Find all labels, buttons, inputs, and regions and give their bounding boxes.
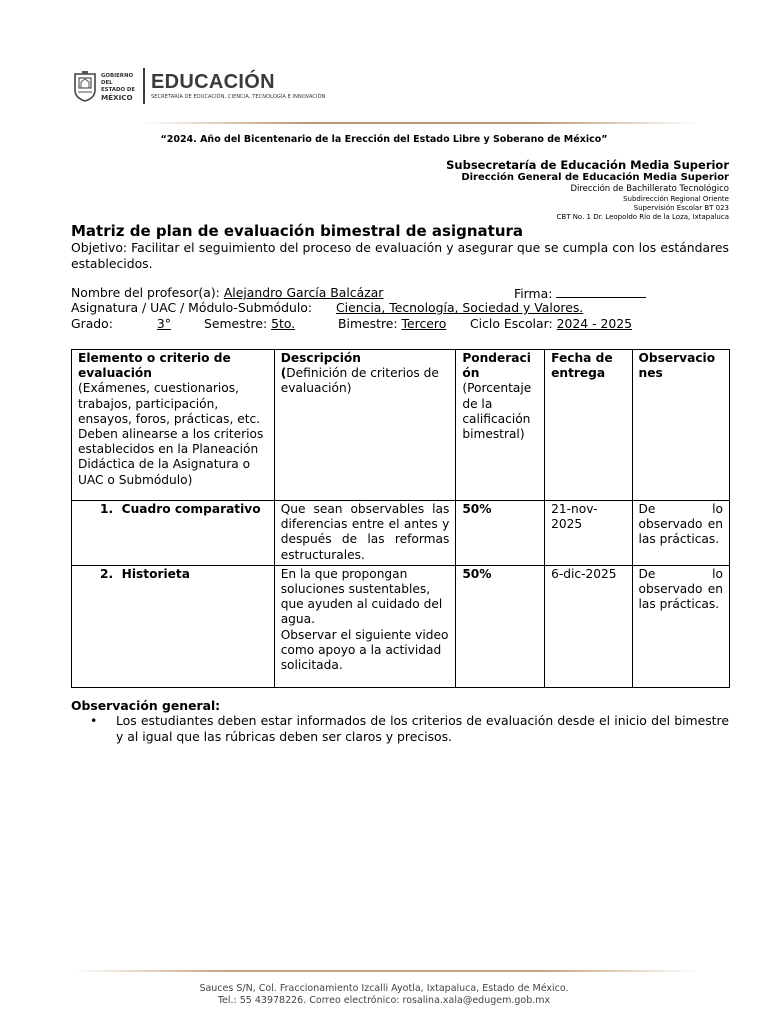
header-element-desc: (Exámenes, cuestionarios, trabajos, participación, ensayos, foros, prácticas, etc. Deben alinearse a los criterios establecidos en la Planeación Didáctica de la Asignatura o UAC o Submódulo) <box>78 381 264 487</box>
bullet-icon: • <box>90 713 98 728</box>
row-2-observation: De lo observado en las prácticas. <box>632 565 729 687</box>
subject-value: Ciencia, Tecnología, Sociedad y Valores. <box>335 300 584 315</box>
row-2-description-1: En la que propongan soluciones sustentables, que ayuden al cuidado del agua. <box>280 566 443 627</box>
header-observations-title: Observaciones <box>638 351 716 381</box>
gov-line-1: GOBIERNO DEL <box>101 73 134 86</box>
row-1-observation: De lo observado en las prácticas. <box>632 501 729 566</box>
evaluation-matrix-table <box>71 349 730 688</box>
row-2-number: 2. <box>100 566 114 581</box>
row-1-description: Que sean observables las diferencias entre el antes y después de las reformas estructurales. <box>274 501 456 566</box>
row-1-element <box>72 501 275 566</box>
institution-line-1: Subsecretaría de Educación Media Superior <box>446 158 729 172</box>
header-date-title: Fecha de entrega <box>551 351 613 381</box>
row-2-weight: 50% <box>456 565 545 687</box>
institution-block <box>446 158 729 222</box>
year-motto: “2024. Año del Bicentenario de la Erección del Estado Libre y Soberano de México” <box>160 134 608 145</box>
grade-line <box>71 316 183 331</box>
institution-line-3: Dirección de Bachillerato Tecnológico <box>570 184 729 194</box>
bottom-gold-rule <box>70 970 700 972</box>
signature-line <box>514 285 646 301</box>
institution-line-4: Subdirección Regional Oriente <box>623 195 729 203</box>
gov-line-2: ESTADO DE <box>101 87 136 93</box>
table-row <box>72 565 730 687</box>
semester-value: 5to. <box>271 316 296 331</box>
grade-value: 3° <box>156 316 171 331</box>
institution-line-2: Dirección General de Educación Media Superior <box>461 172 729 183</box>
bimester-value: Tercero <box>401 316 447 331</box>
header-description-text: Definición de criterios de evaluación) <box>280 366 439 396</box>
cycle-value: 2024 - 2025 <box>556 316 633 331</box>
row-2-description <box>274 565 456 687</box>
teacher-name: Alejandro García Balcázar <box>223 285 384 300</box>
header-date-cell <box>545 350 632 501</box>
row-1-number: 1. <box>100 502 114 516</box>
row-1-date: 21-nov-2025 <box>545 501 632 566</box>
general-observation-text: Los estudiantes deben estar informados de los criterios de evaluación desde el inicio del bimestre y al igual que las rúbricas deben ser claros y precisos. <box>116 713 729 744</box>
government-name <box>101 73 145 101</box>
row-2-description-2: Observar el siguiente video como apoyo a la actividad solicitada. <box>280 627 449 673</box>
general-observation-title: Observación general: <box>71 698 221 713</box>
grade-label: Grado: <box>71 316 113 331</box>
education-logo-subtitle: SECRETARÍA DE EDUCACIÓN, CIENCIA, TECNOLOGÍA E INNOVACIÓN <box>151 94 326 100</box>
table-header-row <box>72 350 730 501</box>
institution-line-6: CBT No. 1 Dr. Leopoldo Río de la Loza, Ixtapaluca <box>556 213 729 221</box>
cycle-line <box>470 316 632 331</box>
header-weight-desc: (Porcentaje de la calificación bimestral) <box>462 381 532 442</box>
institution-line-5: Supervisión Escolar BT 023 <box>633 204 729 212</box>
row-2-date: 6-dic-2025 <box>545 565 632 687</box>
header-description-title: Descripción <box>280 351 361 365</box>
footer-line-1: Sauces S/N, Col. Fraccionamiento Izcalli Ayotla, Ixtapaluca, Estado de México. <box>199 983 569 994</box>
header-description-desc <box>281 366 450 396</box>
row-1-element-name: Cuadro comparativo <box>121 502 261 516</box>
header-weight-cell <box>456 350 545 501</box>
header-element-cell <box>72 350 275 501</box>
semester-label: Semestre: <box>204 316 268 331</box>
signature-blank <box>556 285 646 298</box>
row-2-element <box>72 565 275 687</box>
cycle-label: Ciclo Escolar: <box>470 316 553 331</box>
row-1-weight: 50% <box>456 501 545 566</box>
row-2-element-name: Historieta <box>121 566 190 581</box>
teacher-line <box>71 285 383 300</box>
gov-line-3: MÉXICO <box>101 93 133 102</box>
objective-text: Objetivo: Facilitar el seguimiento del proceso de evaluación y asegurar que se cumpla con los estándares establecidos. <box>71 240 729 271</box>
footer-line-2: Tel.: 55 43978226. Correo electrónico: rosalina.xala@edugem.gob.mx <box>217 995 551 1006</box>
subject-label: Asignatura / UAC / Módulo-Submódulo: <box>71 300 313 315</box>
header-weight-title: Ponderación <box>462 351 531 381</box>
top-gold-rule <box>140 122 700 124</box>
header-element-title: Elemento o criterio de evaluación <box>78 351 231 381</box>
education-logo-title: EDUCACIÓN <box>151 71 275 93</box>
document-title: Matriz de plan de evaluación bimestral de asignatura <box>71 222 524 240</box>
bimester-line <box>338 316 446 331</box>
signature-label: Firma: <box>514 286 553 301</box>
header-description-paren: ( <box>280 366 287 381</box>
table-row <box>72 501 730 566</box>
semester-line <box>204 316 295 331</box>
teacher-label: Nombre del profesor(a): <box>71 285 220 300</box>
header-divider <box>143 68 145 104</box>
bimester-label: Bimestre: <box>338 316 398 331</box>
subject-line <box>71 300 603 315</box>
footer-address <box>0 983 768 1007</box>
state-seal-icon <box>72 70 98 102</box>
header-description-cell <box>274 350 456 501</box>
header-observations-cell <box>632 350 729 501</box>
